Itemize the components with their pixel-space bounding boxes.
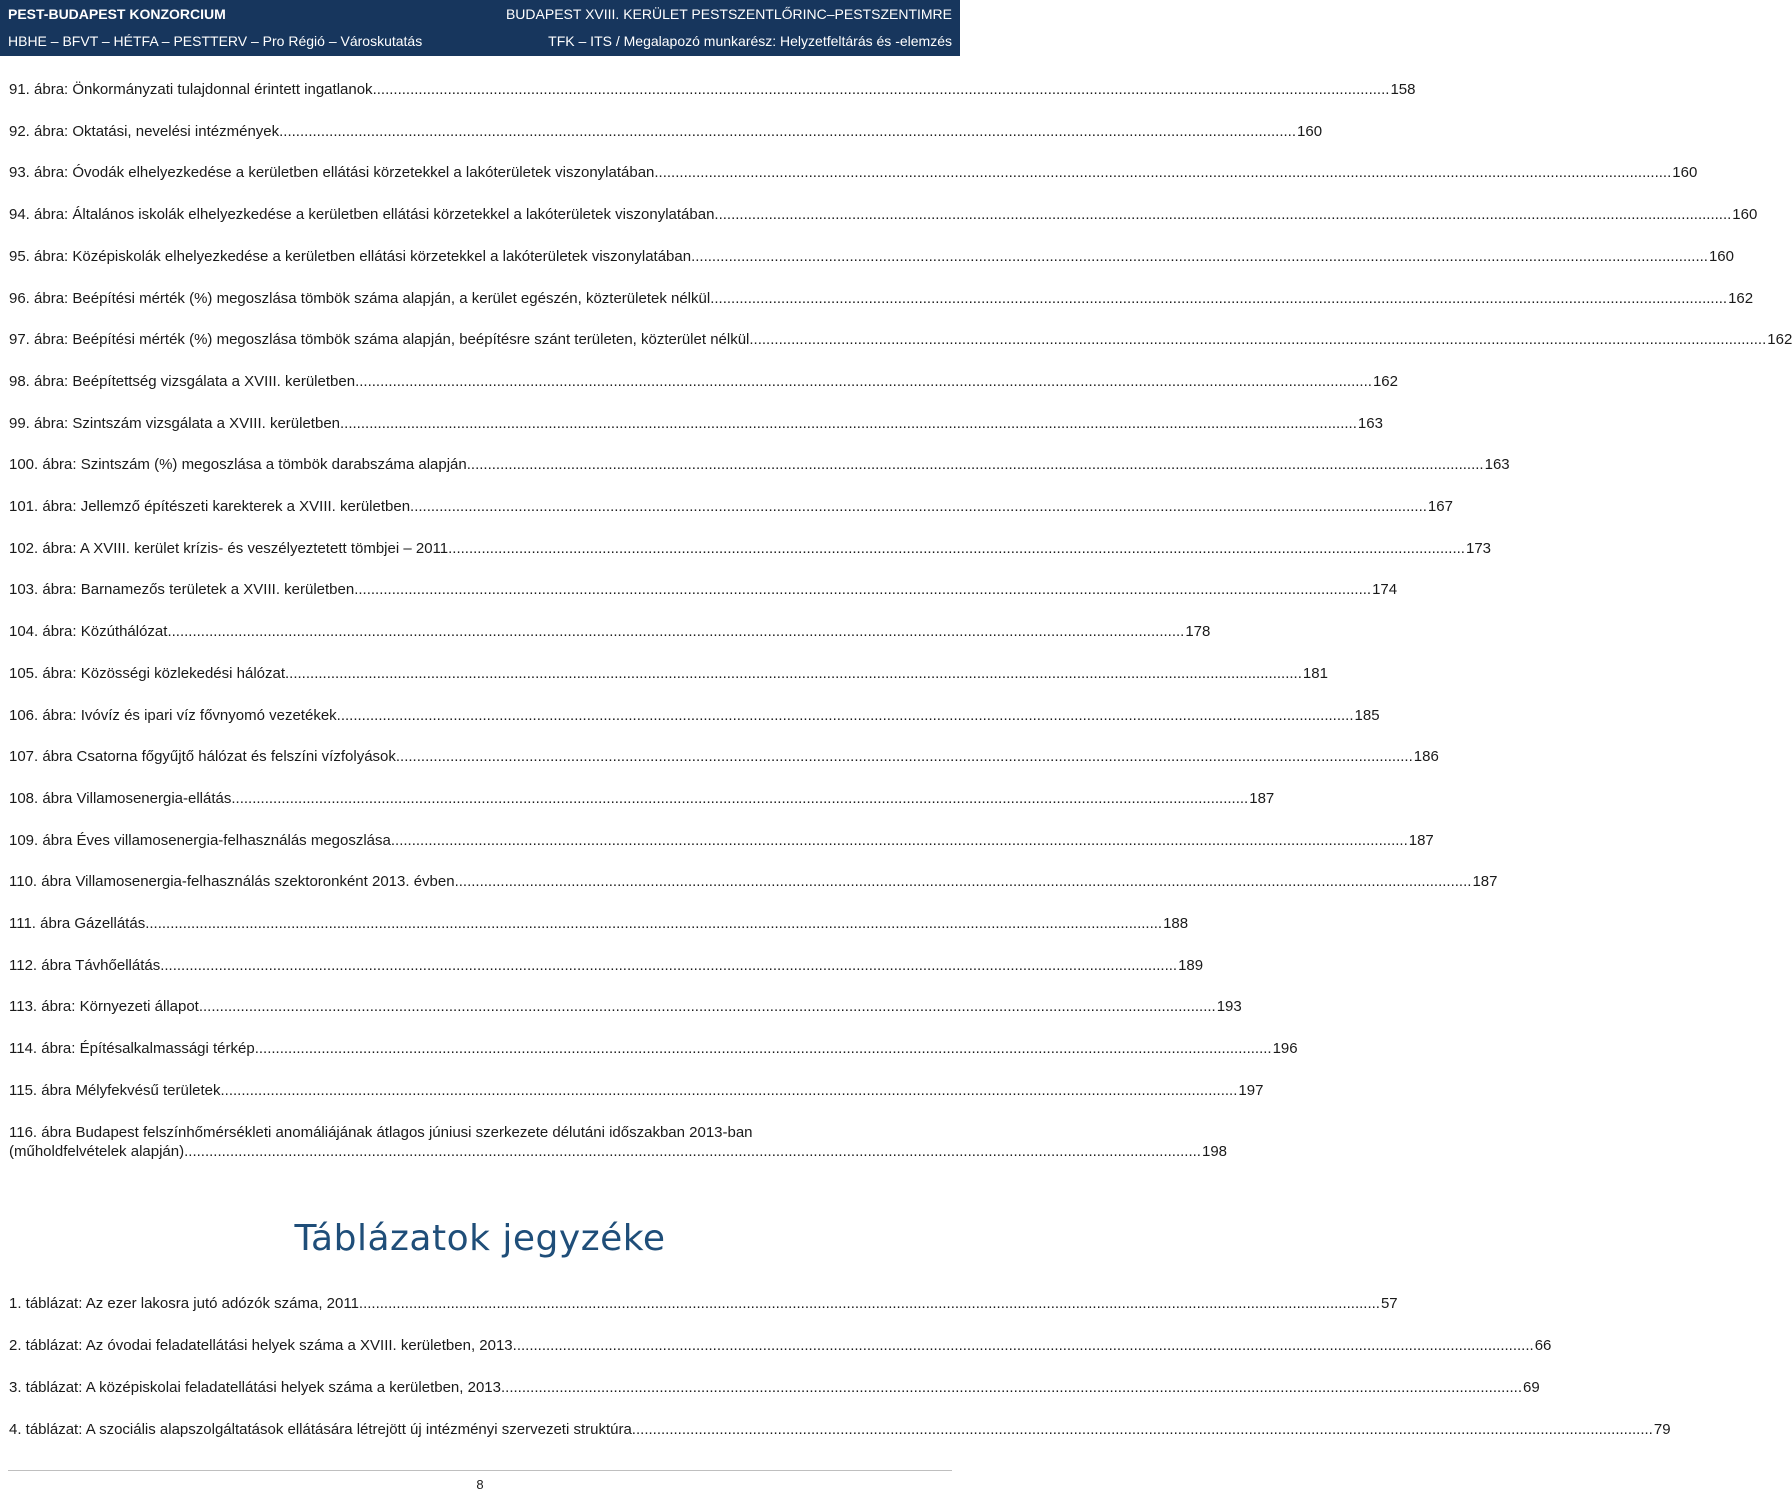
header-district: BUDAPEST XVIII. KERÜLET PESTSZENTLŐRINC–PESTSZENTIMRE	[505, 6, 952, 22]
toc-leader	[714, 205, 1731, 224]
toc-entry-page: 173	[1465, 540, 1492, 557]
toc-entry-page: 160	[1732, 206, 1758, 223]
toc-entry-page: 69	[1523, 1379, 1540, 1396]
toc-entry-page: 198	[1201, 1143, 1228, 1160]
toc-entry-page: 162	[1728, 290, 1754, 307]
toc-entry-figure[interactable]	[9, 289, 1754, 308]
toc-entry-page: 174	[1372, 581, 1398, 598]
toc-entry-title: 116. ábra Budapest felszínhőmérsékleti anomáliájának átlagos júniusi szerkezete délutáni időszakban 2013-ban	[9, 1124, 753, 1141]
toc-entry-figure[interactable]	[9, 247, 1734, 266]
toc-entry-page: 178	[1185, 623, 1211, 640]
header-consortium: PEST-BUDAPEST KONZORCIUM	[8, 6, 226, 22]
toc-leader	[145, 914, 1162, 933]
toc-entry-title: 96. ábra: Beépítési mérték (%) megoszlása tömbök száma alapján, a kerület egészén, közterületek nélkül	[9, 290, 711, 307]
toc-entry-figure[interactable]	[9, 122, 1323, 141]
toc-entry-title: 93. ábra: Óvodák elhelyezkedése a kerületben ellátási körzetekkel a lakóterületek viszonylatában	[9, 164, 655, 181]
header-top-row	[8, 6, 952, 22]
toc-leader	[636, 1420, 1653, 1439]
toc-entry-page: 185	[1354, 707, 1380, 724]
toc-entry-title: 92. ábra: Oktatási, nevelési intézmények	[9, 123, 280, 140]
page-header	[0, 0, 960, 56]
toc-entry-figure[interactable]	[9, 414, 1383, 433]
toc-entry-figure[interactable]	[9, 872, 1498, 891]
toc-leader	[749, 330, 1766, 349]
toc-entry-table[interactable]	[9, 1378, 1540, 1397]
toc-leader	[448, 539, 1465, 558]
toc-leader	[517, 1336, 1534, 1355]
toc-entry-figure[interactable]	[9, 205, 1758, 224]
toc-entry-page: 57	[1380, 1295, 1398, 1312]
toc-entry-figure[interactable]	[9, 372, 1398, 391]
toc-entry-title: 107. ábra Csatorna főgyűjtő hálózat és felszíni vízfolyások	[9, 748, 396, 765]
toc-entry-page: 197	[1238, 1082, 1264, 1099]
tables-heading: Táblázatok jegyzéke	[294, 1218, 666, 1259]
toc-entry-title: 97. ábra: Beépítési mérték (%) megoszlása tömbök száma alapján, beépítésre szánt területen, közterület nélkül	[9, 331, 750, 348]
toc-entry-figure[interactable]	[9, 706, 1380, 725]
toc-leader	[337, 706, 1354, 725]
toc-entry-table[interactable]	[9, 1420, 1671, 1439]
toc-entry-page: 186	[1413, 748, 1439, 765]
toc-entry-title: 111. ábra Gázellátás	[9, 915, 146, 932]
toc-leader	[691, 247, 1708, 266]
toc-entry-figure[interactable]	[9, 789, 1275, 808]
toc-leader	[279, 122, 1296, 141]
toc-leader	[363, 1294, 1380, 1313]
toc-entry-page: 196	[1272, 1040, 1298, 1057]
toc-entry-page: 163	[1484, 456, 1510, 473]
toc-entry-title: 105. ábra: Közösségi közlekedési hálózat	[9, 665, 286, 682]
toc-entry-title: 95. ábra: Középiskolák elhelyezkedése a kerületben ellátási körzetekkel a lakóterületek viszonylatában	[9, 248, 692, 265]
toc-entry-page: 187	[1249, 790, 1275, 807]
toc-entry-page: 193	[1216, 998, 1242, 1015]
toc-leader	[184, 1142, 1201, 1161]
toc-entry-title: 109. ábra Éves villamosenergia-felhasználás megoszlása	[9, 832, 391, 849]
toc-entry-figure[interactable]	[9, 163, 1698, 182]
toc-entry-title: 115. ábra Mélyfekvésű területek	[9, 1082, 221, 1099]
toc-entry-figure[interactable]	[9, 914, 1189, 933]
toc-entry-page: 181	[1302, 665, 1328, 682]
toc-leader	[199, 997, 1216, 1016]
toc-entry-figure[interactable]	[9, 997, 1242, 1016]
toc-entry-title: 91. ábra: Önkormányzati tulajdonnal érintett ingatlanok	[9, 81, 373, 98]
toc-entry-page: 162	[1767, 331, 1792, 348]
toc-entry-page: 187	[1408, 832, 1434, 849]
toc-leader	[255, 1039, 1272, 1058]
header-bottom-row	[8, 33, 952, 49]
toc-entry-figure[interactable]	[9, 497, 1453, 516]
toc-entry-title-continued: (műholdfelvételek alapján)	[9, 1143, 185, 1160]
toc-entry-title: 108. ábra Villamosenergia-ellátás	[9, 790, 232, 807]
toc-entry-page: 162	[1372, 373, 1398, 390]
toc-entry-page: 160	[1297, 123, 1323, 140]
toc-entry-figure[interactable]	[9, 747, 1439, 766]
toc-entry-figure[interactable]	[9, 539, 1492, 558]
toc-leader	[167, 622, 1184, 641]
toc-leader	[654, 163, 1671, 182]
toc-entry-figure[interactable]	[9, 664, 1328, 683]
toc-entry-title: 98. ábra: Beépítettség vizsgálata a XVIII. kerületben	[9, 373, 356, 390]
toc-leader	[373, 80, 1390, 99]
toc-entry-title: 101. ábra: Jellemző építészeti karekterek a XVIII. kerületben	[9, 498, 411, 515]
toc-leader	[710, 289, 1727, 308]
toc-entry-title: 99. ábra: Szintszám vizsgálata a XVIII. kerületben	[9, 415, 341, 432]
toc-entry-page: 187	[1472, 873, 1498, 890]
toc-entry-figure[interactable]	[9, 956, 1204, 975]
toc-leader	[455, 872, 1472, 891]
toc-entry-figure[interactable]	[9, 831, 1434, 850]
toc-entry-title: 4. táblázat: A szociális alapszolgáltatások ellátására létrejött új intézményi szervezeti struktúra.	[9, 1421, 636, 1438]
toc-entry-figure[interactable]	[9, 580, 1398, 599]
header-document-part: TFK – ITS / Megalapozó munkarész: Helyzetfeltárás és -elemzés	[548, 33, 952, 49]
toc-entry-title: 110. ábra Villamosenergia-felhasználás szektoronként 2013. évben	[9, 873, 455, 890]
toc-leader	[410, 497, 1427, 516]
toc-entry-title: 112. ábra Távhőellátás	[9, 957, 161, 974]
toc-entry-title: 94. ábra: Általános iskolák elhelyezkedése a kerületben ellátási körzetekkel a lakóterületek viszonylatában	[9, 206, 715, 223]
toc-entry-page: 66	[1534, 1337, 1552, 1354]
toc-entry-page: 189	[1178, 957, 1204, 974]
toc-entry-title: 104. ábra: Közúthálózat	[9, 623, 168, 640]
toc-leader	[354, 580, 1371, 599]
toc-entry-page: 158	[1390, 81, 1416, 98]
toc-entry-title: 2. táblázat: Az óvodai feladatellátási helyek száma a XVIII. kerületben, 2013.	[9, 1337, 517, 1354]
toc-entry-title: 1. táblázat: Az ezer lakosra jutó adózók száma, 2011.	[9, 1295, 364, 1312]
toc-leader	[355, 372, 1372, 391]
toc-entry-title: 106. ábra: Ivóvíz és ipari víz fővnyomó vezetékek	[9, 707, 337, 724]
toc-entry-page: 167	[1427, 498, 1453, 515]
toc-entry-figure[interactable]	[9, 330, 1792, 349]
toc-entry-figure[interactable]	[9, 455, 1510, 474]
toc-entry-figure[interactable]	[9, 622, 1211, 641]
footer-divider	[8, 1470, 952, 1471]
toc-entry-title: 102. ábra: A XVIII. kerület krízis- és veszélyeztetett tömbjei – 2011	[9, 540, 449, 557]
toc-entry-figure[interactable]	[9, 80, 1416, 99]
header-partners: HBHE – BFVT – HÉTFA – PESTTERV – Pro Régió – Városkutatás	[8, 33, 423, 49]
toc-leader	[231, 789, 1248, 808]
toc-entry-page: 163	[1357, 415, 1383, 432]
toc-leader	[505, 1378, 1522, 1397]
toc-leader	[396, 747, 1413, 766]
toc-entry-table[interactable]	[9, 1294, 1398, 1313]
toc-entry-table[interactable]	[9, 1336, 1552, 1355]
toc-leader	[340, 414, 1357, 433]
toc-entry-figure-116[interactable]	[9, 1123, 1228, 1161]
toc-entry-title: 103. ábra: Barnamezős területek a XVIII. kerületben	[9, 581, 355, 598]
toc-entry-title: 3. táblázat: A középiskolai feladatellátási helyek száma a kerületben, 2013.	[9, 1379, 506, 1396]
toc-entry-title: 114. ábra: Építésalkalmassági térkép	[9, 1040, 255, 1057]
toc-leader	[160, 956, 1177, 975]
toc-leader	[467, 455, 1484, 474]
toc-entry-page: 160	[1708, 248, 1734, 265]
toc-entry-page: 79	[1653, 1421, 1671, 1438]
toc-entry-figure[interactable]	[9, 1039, 1298, 1058]
toc-leader	[391, 831, 1408, 850]
toc-entry-figure[interactable]	[9, 1081, 1264, 1100]
toc-entry-title: 100. ábra: Szintszám (%) megoszlása a tömbök darabszáma alapján	[9, 456, 467, 473]
toc-leader	[285, 664, 1302, 683]
toc-entry-title: 113. ábra: Környezeti állapot	[9, 998, 199, 1015]
toc-leader	[221, 1081, 1238, 1100]
toc-entry-page: 160	[1672, 164, 1698, 181]
toc-entry-page: 188	[1163, 915, 1189, 932]
page-number: 8	[476, 1477, 484, 1492]
